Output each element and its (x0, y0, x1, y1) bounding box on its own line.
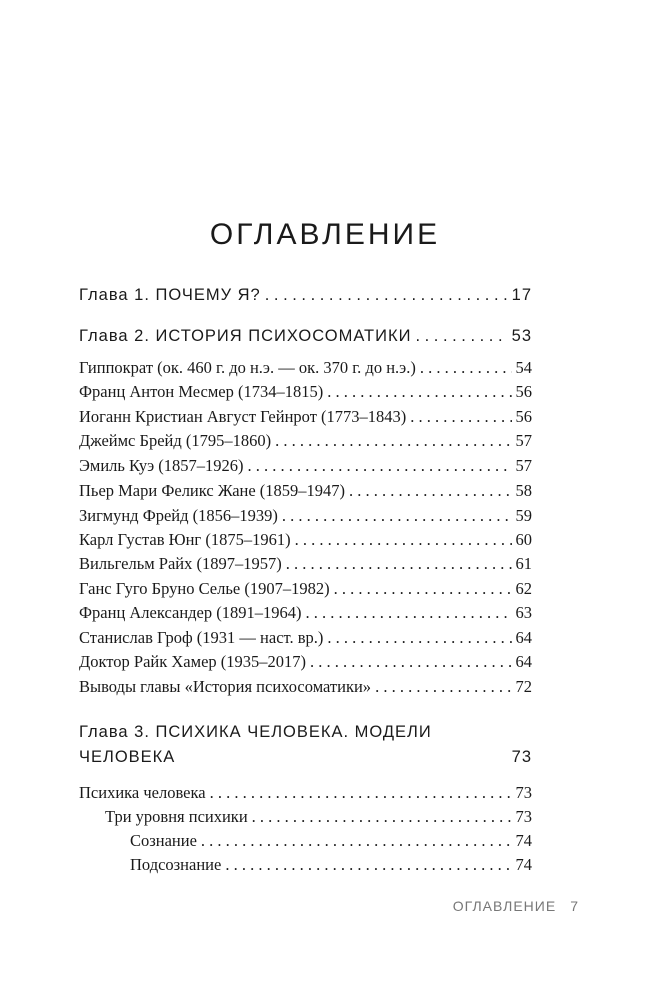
dot-leader (420, 358, 512, 378)
toc-section[interactable] (79, 407, 532, 427)
dot-leader (210, 783, 512, 803)
dot-leader (415, 327, 507, 346)
toc-section[interactable] (79, 783, 532, 803)
toc-section[interactable] (79, 677, 532, 697)
toc-entry-label: Сознание (130, 831, 197, 850)
dot-leader (265, 286, 508, 305)
toc-page-number: 57 (515, 431, 532, 450)
dot-leader (327, 382, 511, 402)
toc-entry-label: Подсознание (130, 855, 222, 874)
toc-page-number: 54 (515, 358, 532, 377)
dot-leader (310, 652, 511, 672)
toc-page-number: 73 (511, 748, 532, 766)
toc-page-number: 56 (515, 407, 532, 426)
toc-entry-label: Зигмунд Фрейд (1856–1939) (79, 506, 278, 525)
toc-entry-label: Психика человека (79, 783, 206, 802)
toc-chapter-3-line-1[interactable] (79, 723, 532, 742)
toc-page-number: 62 (515, 579, 532, 598)
dot-leader (275, 431, 511, 451)
toc-entry-label: Франц Антон Месмер (1734–1815) (79, 382, 324, 401)
toc-entry-label: Франц Александер (1891–1964) (79, 603, 302, 622)
toc-page-number: 73 (515, 807, 532, 826)
toc-section[interactable] (79, 530, 532, 550)
toc-page-number: 74 (515, 831, 532, 850)
toc-section[interactable] (79, 456, 532, 476)
toc-page-number: 64 (515, 652, 532, 671)
toc-section[interactable] (79, 506, 532, 526)
toc-section[interactable] (79, 358, 532, 378)
toc-section[interactable] (79, 579, 532, 599)
toc-chapter-1[interactable] (79, 286, 532, 305)
dot-leader (327, 628, 511, 648)
page-title: ОГЛАВЛЕНИЕ (209, 218, 441, 252)
toc-entry-label: Глава 3. ПСИХИКА ЧЕЛОВЕКА. МОДЕЛИ (79, 723, 432, 741)
dot-leader (349, 481, 511, 501)
toc-entry-label: Глава 2. ИСТОРИЯ ПСИХОСОМАТИКИ (79, 327, 412, 345)
toc-page-number: 58 (515, 481, 532, 500)
toc-page-number: 60 (515, 530, 532, 549)
dot-leader (225, 855, 511, 875)
dot-leader (248, 456, 512, 476)
toc-section[interactable] (79, 603, 532, 623)
toc-entry-label: Карл Густав Юнг (1875–1961) (79, 530, 291, 549)
toc-entry-label: Три уровня психики (105, 807, 248, 826)
dot-leader (282, 506, 512, 526)
toc-entry-label: Ганс Гуго Бруно Селье (1907–1982) (79, 579, 330, 598)
toc-page-number: 59 (515, 506, 532, 525)
toc-page-number: 72 (515, 677, 532, 696)
toc-page-number: 73 (515, 783, 532, 802)
toc-page-number: 57 (515, 456, 532, 475)
toc-entry-label: Эмиль Куэ (1857–1926) (79, 456, 244, 475)
page-number: 7 (570, 898, 579, 914)
dot-leader (201, 831, 512, 851)
toc-entry-label: Выводы главы «История психосоматики» (79, 677, 372, 696)
toc-entry-label: Иоганн Кристиан Август Гейнрот (1773–1843) (79, 407, 407, 426)
toc-page-number: 63 (515, 603, 532, 622)
toc-chapter-2[interactable] (79, 327, 532, 346)
toc-section[interactable] (79, 431, 532, 451)
dot-leader (252, 807, 512, 827)
toc-page-number: 53 (511, 327, 532, 345)
toc-subsubsection[interactable] (130, 831, 532, 851)
toc-section[interactable] (79, 481, 532, 501)
toc-entry-label: ЧЕЛОВЕКА (79, 748, 176, 766)
toc-page-number: 74 (515, 855, 532, 874)
dot-leader (375, 677, 511, 697)
toc-subsubsection[interactable] (130, 855, 532, 875)
toc-subsection[interactable] (105, 807, 532, 827)
dot-leader (410, 407, 511, 427)
toc-page-number: 64 (515, 628, 532, 647)
toc-entry-label: Гиппократ (ок. 460 г. до н.э. — ок. 370 г. до н.э.) (79, 358, 416, 377)
toc-page-number: 17 (511, 286, 532, 304)
toc-entry-label: Джеймс Брейд (1795–1860) (79, 431, 272, 450)
toc-entry-label: Доктор Райк Хамер (1935–2017) (79, 652, 307, 671)
dot-leader (334, 579, 512, 599)
toc-section[interactable] (79, 628, 532, 648)
page-footer (453, 898, 579, 914)
toc-page-number: 61 (515, 554, 532, 573)
dot-leader (295, 530, 512, 550)
toc-entry-label: Пьер Мари Феликс Жане (1859–1947) (79, 481, 346, 500)
toc-section[interactable] (79, 652, 532, 672)
toc-entry-label: Глава 1. ПОЧЕМУ Я? (79, 286, 261, 304)
dot-leader (286, 554, 512, 574)
toc-entry-label: Станислав Гроф (1931 — наст. вр.) (79, 628, 324, 647)
toc-chapter-3[interactable] (79, 748, 532, 767)
toc-section[interactable] (79, 554, 532, 574)
toc-entry-label: Вильгельм Райх (1897–1957) (79, 554, 282, 573)
toc-page-number: 56 (515, 382, 532, 401)
running-head: ОГЛАВЛЕНИЕ (452, 898, 557, 914)
dot-leader (305, 603, 511, 623)
toc-section[interactable] (79, 382, 532, 402)
